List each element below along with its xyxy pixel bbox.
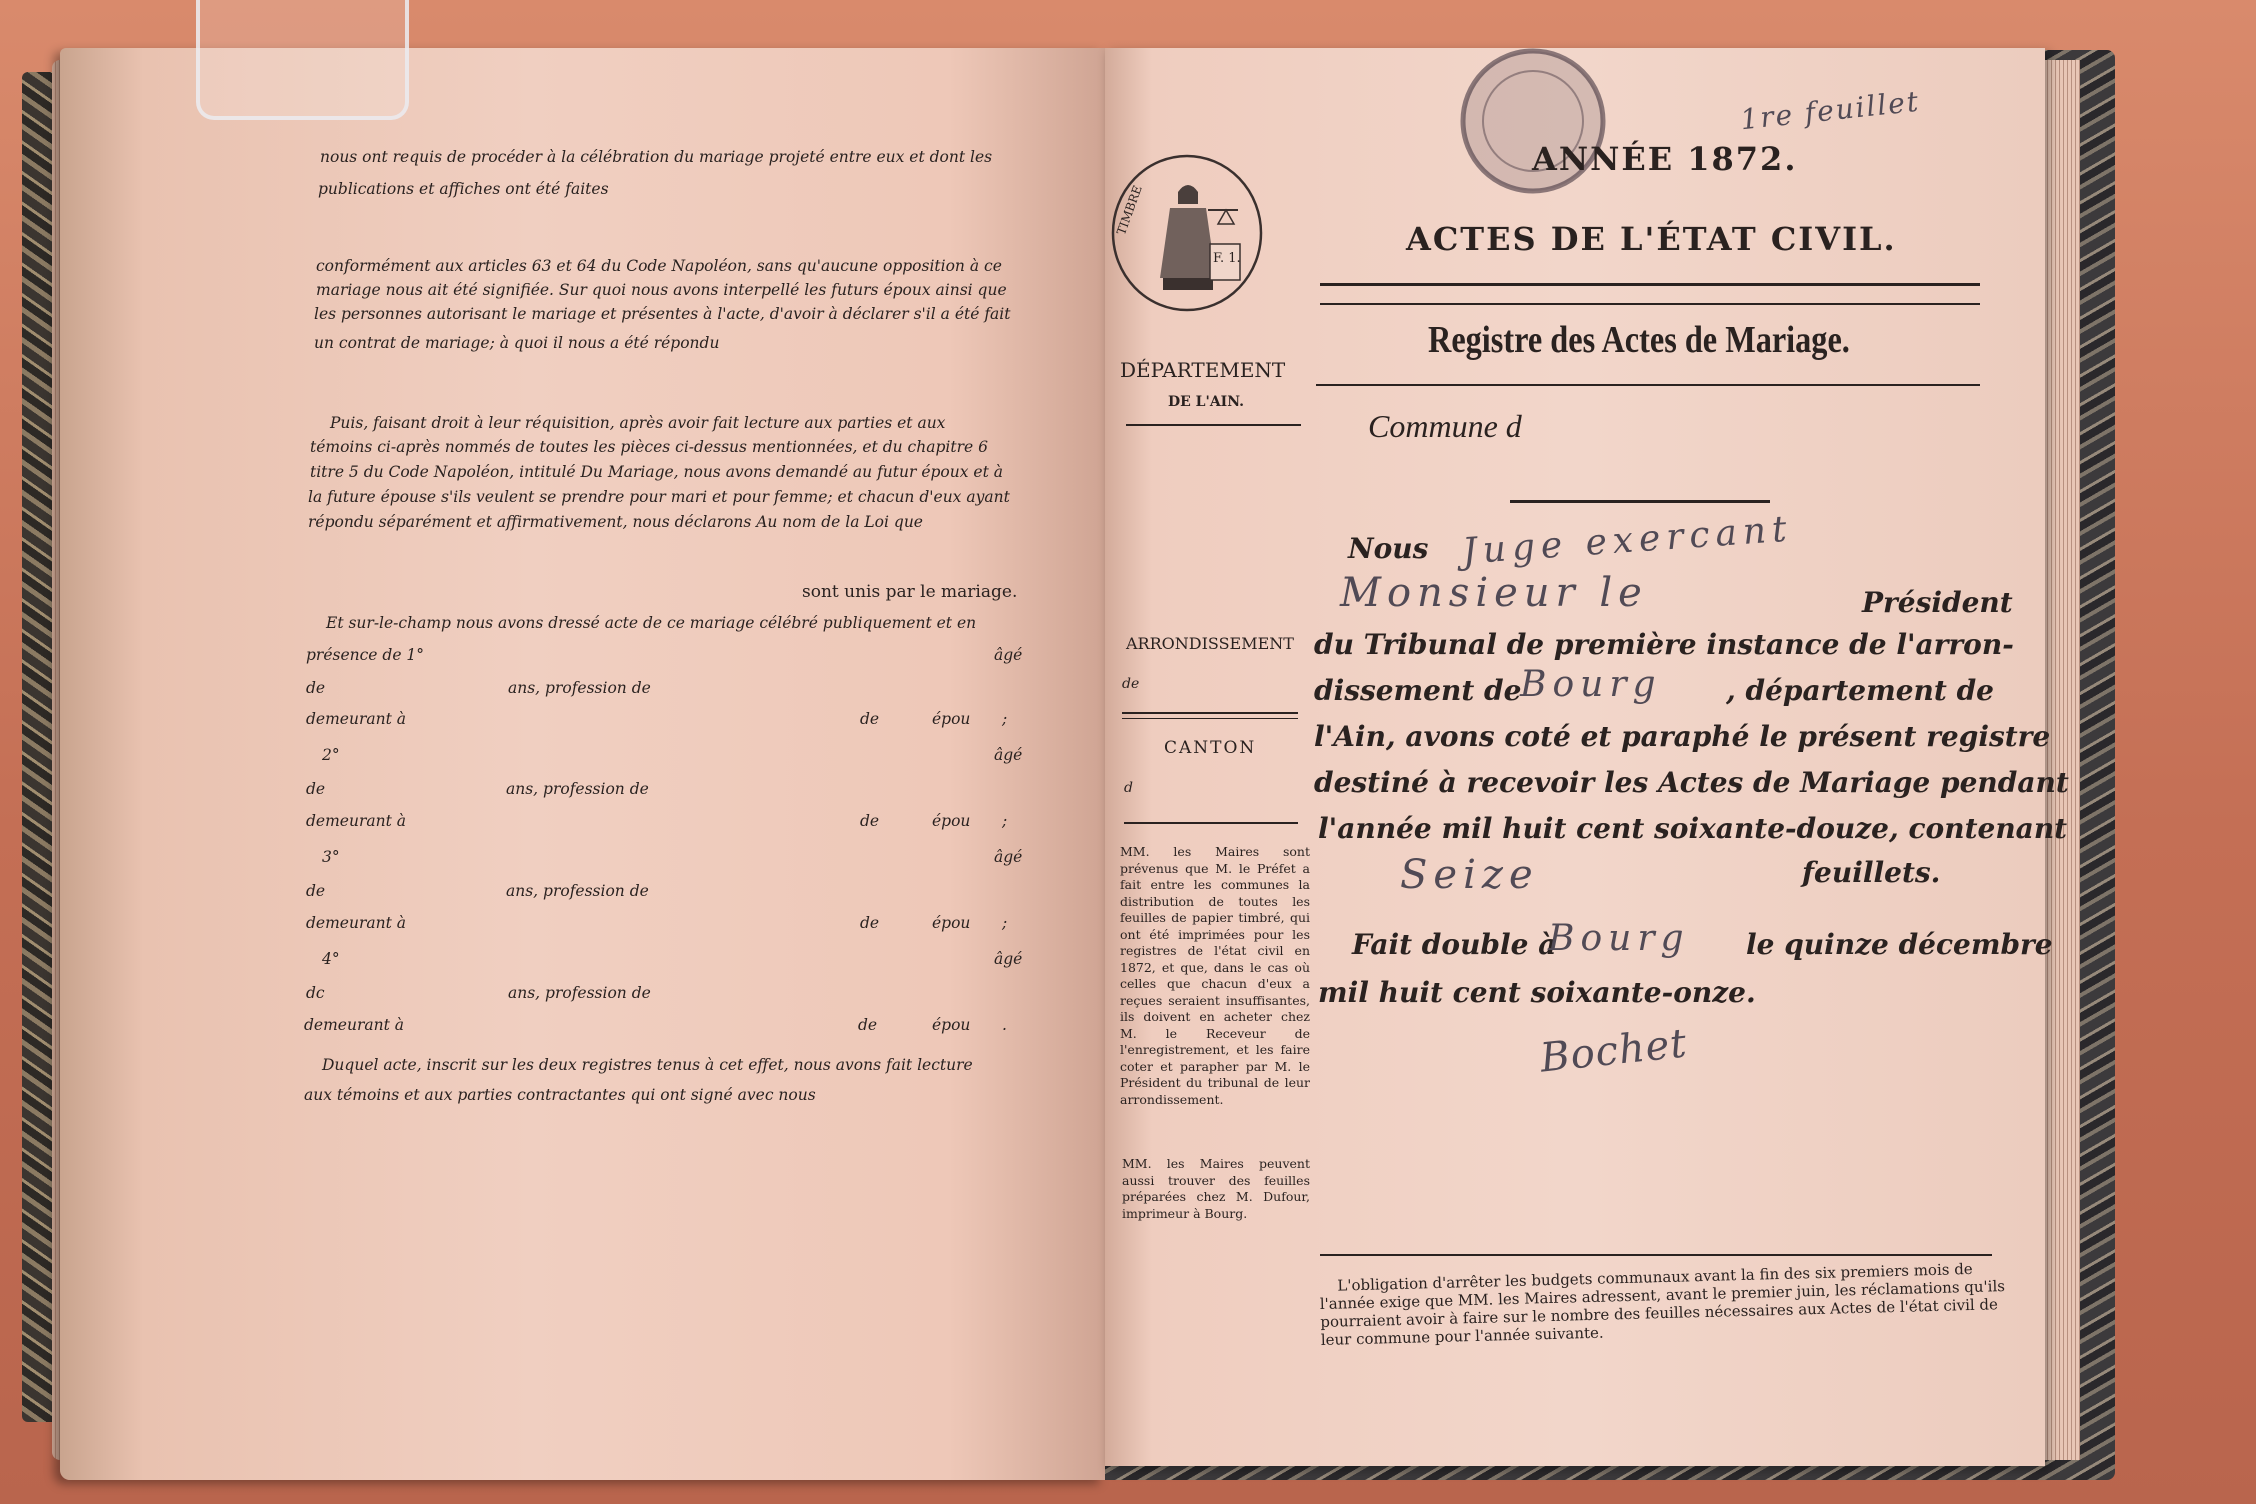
left-line-8: témoins ci-après nommés de toutes les pièces ci-dessus mentionnées, et du chapitre 6 xyxy=(310,438,988,456)
nous-label: Nous xyxy=(1348,532,1429,565)
left-line-11: répondu séparément et affirmativement, nous déclarons Au nom de la Loi que xyxy=(308,513,923,531)
witness2-de: de xyxy=(306,780,326,798)
president-label: Président xyxy=(1862,586,2013,619)
witness3-demeurant: demeurant à xyxy=(306,914,406,932)
departement-name: DE L'AIN. xyxy=(1168,394,1245,410)
sidebar-note-2: MM. les Maires peuvent aussi trouver des feuilles préparées chez M. Dufour, imprimeur à Bourg. xyxy=(1122,1156,1310,1221)
body-line-1: du Tribunal de première instance de l'arron- xyxy=(1314,628,2014,661)
canton-d: d xyxy=(1124,780,1133,796)
left-line-1: nous ont requis de procéder à la célébration du mariage projeté entre eux et dont les xyxy=(320,148,993,166)
left-line-7: Puis, faisant droit à leur réquisition, après avoir fait lecture aux parties et aux xyxy=(330,414,946,432)
witness4-de-mid: de xyxy=(858,1016,878,1034)
timbre-seal: F. 1. xyxy=(1213,251,1241,266)
footer-note: L'obligation d'arrêter les budgets communaux avant la fin des six premiers mois de l'année exige que MM. les Maires adressent, avant le premier juin, les réclamations qu'ils pourraient avoir à faire sur le nombre des feuilles nécessaires aux Actes de l'état civil de leur commune pour l'année suivante. xyxy=(1319,1259,2006,1350)
witness1-demeurant: demeurant à xyxy=(306,710,406,728)
witness1-epou: épou xyxy=(932,710,971,728)
left-line-13: Et sur-le-champ nous avons dressé acte de ce mariage célébré publiquement et en xyxy=(326,614,977,632)
witness4-number: 4° xyxy=(322,950,340,968)
witness3-de-mid: de xyxy=(860,914,880,932)
departement-label: DÉPARTEMENT xyxy=(1120,358,1286,382)
title-rule-2 xyxy=(1320,303,1980,305)
left-line-10: la future épouse s'ils veulent se prendre pour mari et pour femme; et chacun d'eux ayant xyxy=(308,488,1010,506)
witness2-age: âgé xyxy=(994,746,1023,764)
witness1-semicolon: ; xyxy=(1002,710,1008,728)
witness4-demeurant: demeurant à xyxy=(304,1016,404,1034)
witness2-number: 2° xyxy=(322,746,340,764)
witness2-epou: épou xyxy=(932,812,971,830)
left-line-12: sont unis par le mariage. xyxy=(802,582,1018,602)
handwritten-bourg: Bourg xyxy=(1520,664,1662,705)
witness4-period: . xyxy=(1002,1016,1007,1034)
witness3-de: de xyxy=(306,882,326,900)
witness1-age: âgé xyxy=(994,646,1023,664)
body-line-2a: dissement de xyxy=(1314,674,1522,707)
page-clip xyxy=(196,0,409,120)
witness2-de-mid: de xyxy=(860,812,880,830)
footer-rule xyxy=(1320,1254,1992,1256)
witness3-profession: ans, profession de xyxy=(506,882,649,900)
canton-label: CANTON xyxy=(1164,738,1257,758)
ornament-rule xyxy=(1510,500,1770,503)
witness2-profession: ans, profession de xyxy=(506,780,649,798)
witness1-profession: ans, profession de xyxy=(508,679,651,697)
body-line-3: l'Ain, avons coté et paraphé le présent registre xyxy=(1314,720,2051,753)
arrondissement-de: de xyxy=(1122,676,1140,692)
left-closing-1: Duquel acte, inscrit sur les deux registres tenus à cet effet, nous avons fait lecture xyxy=(322,1056,973,1074)
sidebar-note-1: MM. les Maires sont prévenus que M. le Préfet a fait entre les communes la distribution de toutes les feuilles de papier timbré, qui ont été imprimées pour les registres de l'état civil en 1872, et que, dans le cas où celles que chacun d'eux a reçues seraient insuffisantes, ils doivent en acheter chez M. le Receveur de l'enregistrement, et les faire coter et parapher par M. le Président du tribunal de leur arrondissement. xyxy=(1120,844,1310,1107)
handwritten-bourg-2: Bourg xyxy=(1548,918,1690,959)
feuillets-label: feuillets. xyxy=(1802,856,1941,889)
arrondissement-rule-2 xyxy=(1122,718,1298,719)
body-line-4: destiné à recevoir les Actes de Mariage pendant xyxy=(1314,766,2069,799)
register-rule xyxy=(1316,384,1980,386)
page-edges-right xyxy=(2040,60,2080,1460)
handwritten-juge: Juge exercant xyxy=(1460,508,1794,573)
handwritten-monsieur: Monsieur le xyxy=(1340,570,1648,616)
timbre-stamp-icon xyxy=(1108,152,1266,314)
left-line-14: présence de 1° xyxy=(306,646,425,664)
left-line-6: un contrat de mariage; à quoi il nous a été répondu xyxy=(314,334,720,352)
left-line-9: titre 5 du Code Napoléon, intitulé Du Mariage, nous avons demandé au futur époux et à xyxy=(310,463,1003,481)
canton-rule xyxy=(1124,822,1298,824)
witness1-de: de xyxy=(306,679,326,697)
witness3-epou: épou xyxy=(932,914,971,932)
witness2-demeurant: demeurant à xyxy=(306,812,406,830)
year-header: ANNÉE 1872. xyxy=(1532,140,1798,178)
left-closing-2: aux témoins et aux parties contractantes qui ont signé avec nous xyxy=(304,1086,816,1104)
date-line-1: le quinze décembre xyxy=(1746,928,2053,961)
witness2-semicolon: ; xyxy=(1002,812,1008,830)
title-rule-1 xyxy=(1320,283,1980,286)
left-line-3: conformément aux articles 63 et 64 du Code Napoléon, sans qu'aucune opposition à ce xyxy=(316,257,1002,275)
handwritten-seize: Seize xyxy=(1400,852,1539,898)
body-line-2b: , département de xyxy=(1726,674,1994,707)
handwritten-signature: Bochet xyxy=(1537,1020,1690,1082)
arrondissement-rule-1 xyxy=(1122,712,1298,714)
departement-rule xyxy=(1126,424,1301,426)
date-line-2: mil huit cent soixante-onze. xyxy=(1318,976,1756,1009)
register-title: Registre des Actes de Mariage. xyxy=(1428,319,1850,361)
fait-double: Fait double à xyxy=(1352,928,1557,961)
witness4-profession: ans, profession de xyxy=(508,984,651,1002)
witness3-number: 3° xyxy=(322,848,340,866)
witness3-age: âgé xyxy=(994,848,1023,866)
witness1-de-mid: de xyxy=(860,710,880,728)
left-line-4: mariage nous ait été signifiée. Sur quoi nous avons interpellé les futurs époux ainsi que xyxy=(316,281,1007,299)
witness4-epou: épou xyxy=(932,1016,971,1034)
handwritten-feuillet: 1re feuillet xyxy=(1738,84,1922,137)
witness4-age: âgé xyxy=(994,950,1023,968)
commune-label: Commune d xyxy=(1368,408,1522,444)
left-line-2: publications et affiches ont été faites xyxy=(318,180,609,198)
body-line-5: l'année mil huit cent soixante-douze, contenant xyxy=(1318,812,2068,845)
arrondissement-label: ARRONDISSEMENT xyxy=(1126,634,1294,653)
left-line-5: les personnes autorisant le mariage et présentes à l'acte, d'avoir à déclarer s'il a été fait xyxy=(314,305,1011,323)
witness3-semicolon: ; xyxy=(1002,914,1008,932)
timbre-label: TIMBRE xyxy=(1114,183,1145,237)
acts-title: ACTES DE L'ÉTAT CIVIL. xyxy=(1406,220,1897,258)
witness4-de: dc xyxy=(306,984,325,1002)
